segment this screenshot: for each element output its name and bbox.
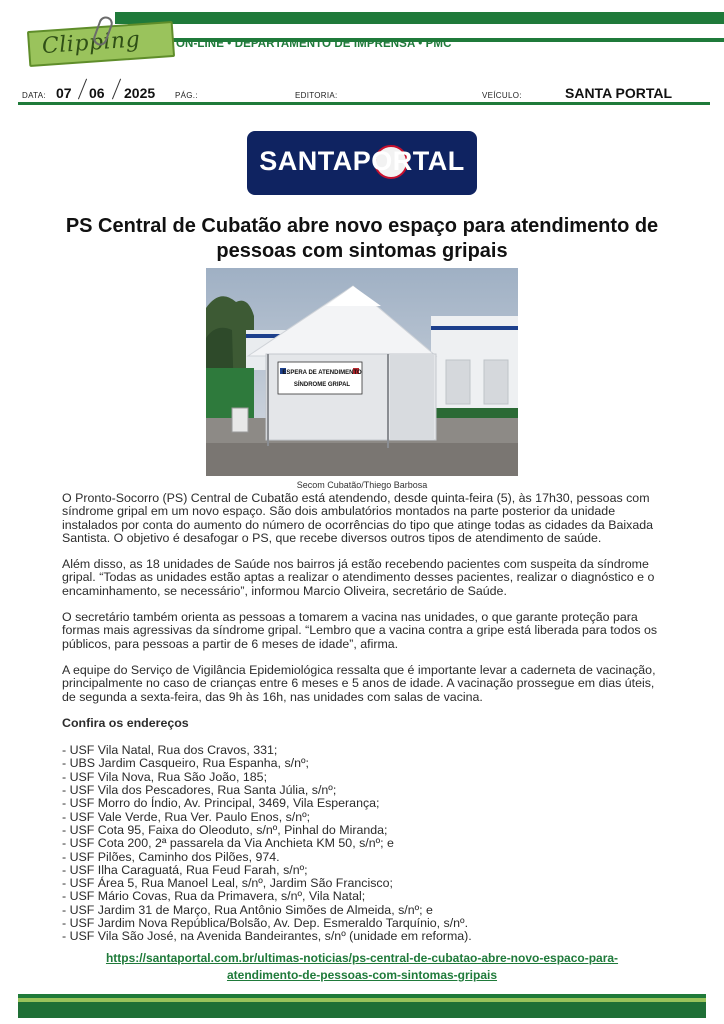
department-line: ON-LINE • DEPARTAMENTO DE IMPRENSA • PMC — [176, 38, 452, 50]
addresses-list — [62, 744, 662, 943]
vehicle-name: SANTA PORTAL — [565, 85, 673, 101]
list-item: - USF Pilões, Caminho dos Pilões, 974. — [62, 849, 280, 864]
photo-banner-line1: ESPERA DE ATENDIMENTO — [282, 370, 362, 376]
paragraph: A equipe do Serviço de Vigilância Epidemiológica ressalta que é importante levar a caderneta de vacinação, principalmente no caso de crianças entre 6 meses e 5 anos de idade. A vacinação prossegue em dias úteis, de segunda a sexta-feira, das 9h às 16h, nas unidades com salas de vacina. — [62, 662, 656, 704]
article-photo — [206, 268, 518, 476]
list-item: - USF Cota 200, 2ª passarela da Via Anchieta KM 50, s/nº; e — [62, 836, 394, 851]
list-item: - USF Cota 95, Faixa do Oleoduto, s/nº, Pinhal do Miranda; — [62, 822, 388, 837]
date-slash — [78, 79, 87, 100]
list-item: - USF Jardim 31 de Março, Rua Antônio Simões de Almeida, s/nº; e — [62, 902, 433, 917]
article-body — [62, 492, 662, 944]
date-year: 2025 — [124, 85, 156, 101]
source-link[interactable] — [62, 950, 662, 984]
addresses-heading: Confira os endereços — [62, 715, 189, 730]
photo-caption: Secom Cubatão/Thiego Barbosa — [296, 480, 428, 490]
list-item: - USF Mário Covas, Rua da Primavera, s/nº, Vila Natal; — [62, 889, 366, 904]
editoria-label: EDITORIA: — [295, 91, 338, 100]
paragraph: Além disso, as 18 unidades de Saúde nos bairros já estão recebendo pacientes com suspeita da síndrome gripal. “Todas as unidades estão aptas a realizar o atendimento desses pacientes, realizar o diagnóstico e o encaminhamento, se necessário”, informou Marcio Oliveira, secretário de Saúde. — [62, 557, 655, 598]
list-item: - USF Vila São José, na Avenida Bandeirantes, s/nº (unidade em reforma). — [62, 929, 472, 944]
meta-divider — [18, 102, 710, 105]
meta-row — [22, 84, 712, 104]
paragraph: O secretário também orienta as pessoas a tomarem a vacina nas unidades, o que garante proteção para formas mais agressivas da síndrome gripal. “Lembro que a vacina contra a gripe está liberada para todos os públicos, para pessoas a partir de 6 meses de idade”, afirma. — [62, 610, 658, 651]
list-item: - USF Vila Natal, Rua dos Cravos, 331; — [62, 743, 278, 758]
list-item: - USF Jardim Nova República/Bolsão, Av. Dep. Esmeraldo Tarquínio, s/nº. — [62, 916, 469, 931]
source-link-line1[interactable]: https://santaportal.com.br/ultimas-noticias/ps-central-de-cubatao-abre-novo-espaco-para- — [105, 951, 619, 965]
header-white-strip — [115, 24, 724, 38]
list-item: - UBS Jardim Casqueiro, Rua Espanha, s/nº; — [62, 756, 309, 771]
date-month: 06 — [89, 85, 105, 101]
list-item: - USF Vale Verde, Rua Ver. Paulo Enos, s/nº; — [62, 809, 311, 824]
vehicle-label: VEÍCULO: — [482, 91, 522, 100]
list-item: - USF Área 5, Rua Manoel Leal, s/nº, Jardim São Francisco; — [62, 876, 393, 891]
source-link-line2[interactable]: atendimento-de-pessoas-com-sintomas-gripais — [226, 968, 498, 982]
clipping-label: Clipping — [41, 27, 142, 60]
photo-banner-line2: SÍNDROME GRIPAL — [293, 382, 351, 388]
list-item: - USF Ilha Caraguatá, Rua Feud Farah, s/nº; — [62, 862, 308, 877]
santaportal-logo — [247, 131, 477, 195]
paragraph: O Pronto-Socorro (PS) Central de Cubatão está atendendo, desde quinta-feira (5), às 17h30, pessoas com síndrome gripal em um novo espaço. São dois ambulatórios montados na parte posterior da unidade instalados por conta do aumento do número de ocorrências do tipo que atinge todas as cidades da Baixada Santista. O objetivo é desafogar o PS, que recebe diversos outros tipos de atendimento de saúde. — [62, 491, 654, 545]
list-item: - USF Vila dos Pescadores, Rua Santa Júlia, s/nº; — [62, 783, 337, 798]
list-item: - USF Vila Nova, Rua São João, 185; — [62, 769, 268, 784]
tent-photo-illustration — [206, 268, 518, 476]
date-day: 07 — [56, 85, 72, 101]
header-green-bar — [115, 12, 724, 24]
date-slash — [112, 79, 121, 100]
page-label: PÁG.: — [175, 91, 198, 100]
date-label: DATA: — [22, 91, 46, 100]
article-title: PS Central de Cubatão abre novo espaço para atendimento de pessoas com sintomas gripais — [65, 215, 659, 262]
footer-bar — [18, 1002, 706, 1018]
list-item: - USF Morro do Índio, Av. Principal, 3469, Vila Esperança; — [62, 796, 380, 811]
logo-text: SANTAPORTAL — [259, 146, 465, 176]
